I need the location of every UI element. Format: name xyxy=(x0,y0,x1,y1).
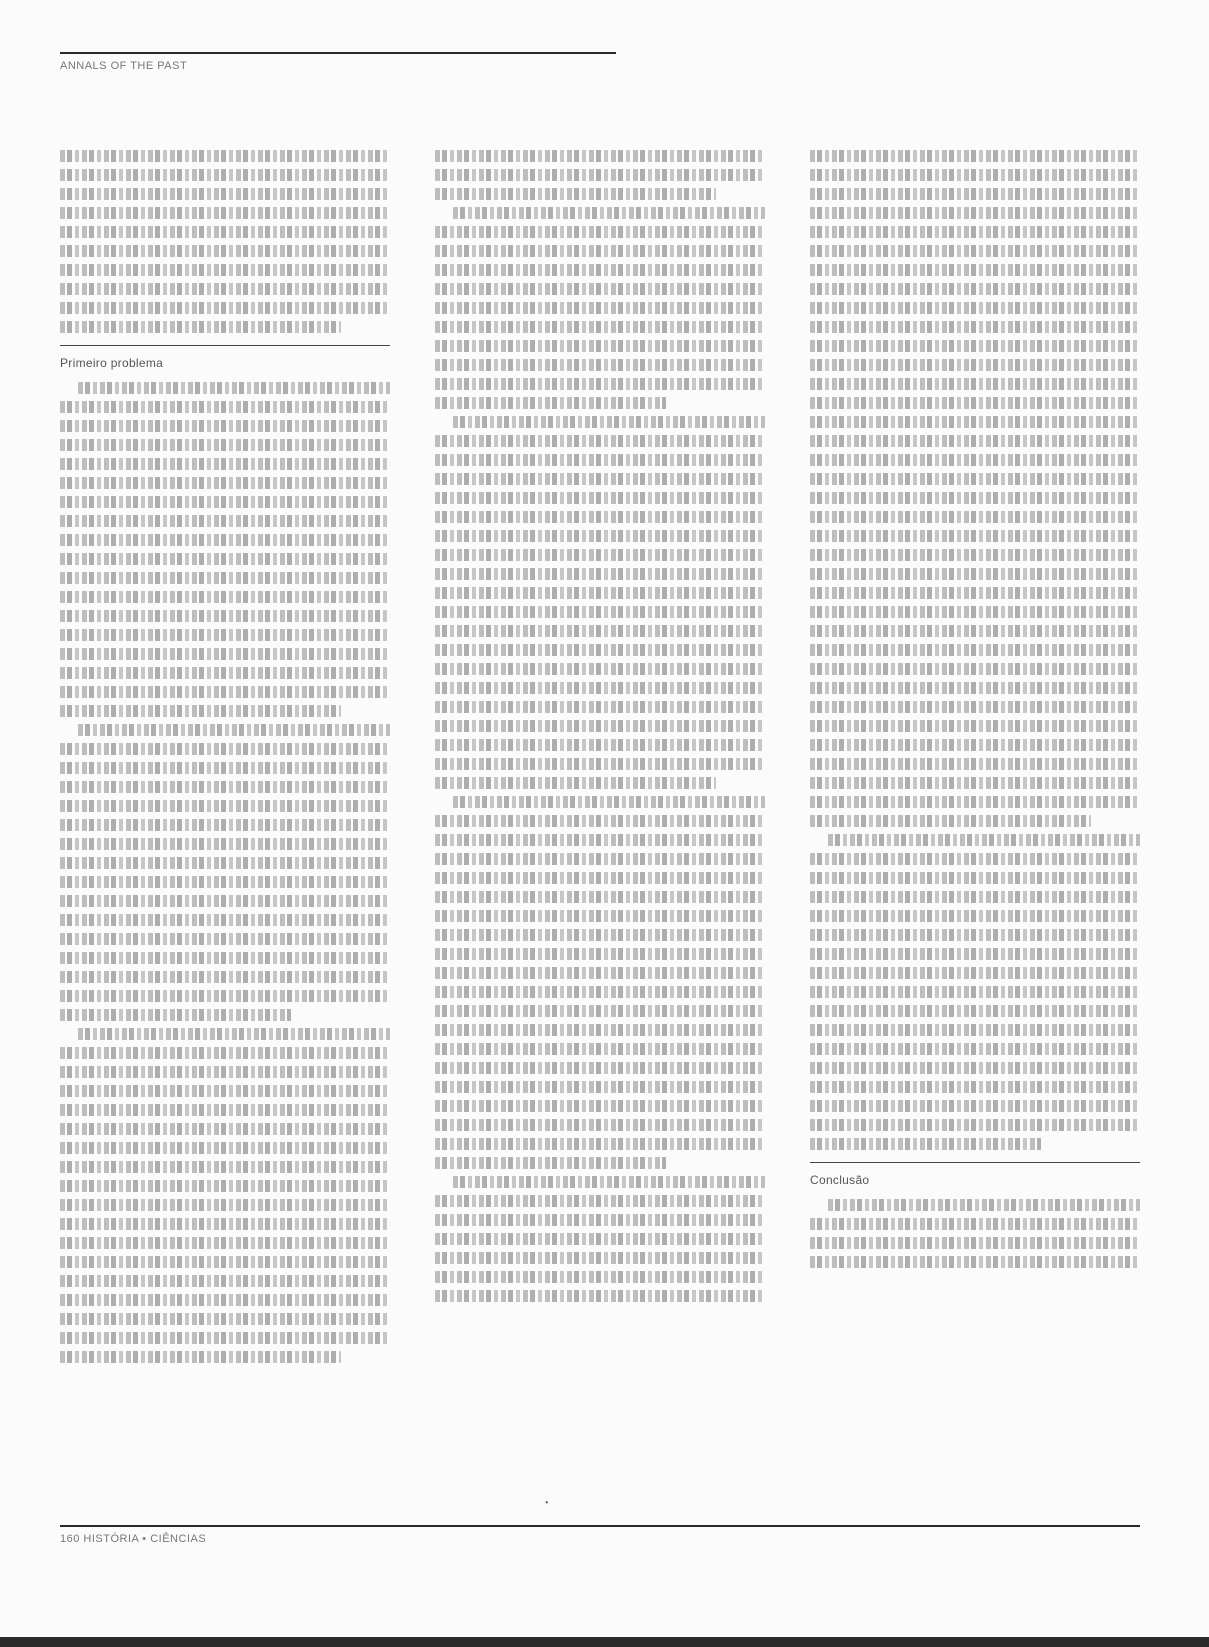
paragraph xyxy=(810,834,1140,1150)
paragraph xyxy=(60,724,390,1021)
text-column-1 xyxy=(60,150,390,1370)
section-heading: Conclusão xyxy=(810,1173,870,1187)
footer-rule xyxy=(60,1525,1140,1527)
text-column-3 xyxy=(810,150,1140,1275)
section-divider xyxy=(810,1162,1140,1163)
paragraph xyxy=(60,1028,390,1363)
paragraph xyxy=(60,382,390,717)
running-head: ANNALS OF THE PAST xyxy=(60,60,188,72)
section-divider xyxy=(60,345,390,346)
paragraph xyxy=(435,1176,765,1302)
paragraph xyxy=(435,416,765,789)
footer-text: 160 HISTÓRIA • CIÊNCIAS xyxy=(60,1533,207,1545)
paragraph xyxy=(435,150,765,200)
paragraph xyxy=(435,796,765,1169)
paragraph xyxy=(435,207,765,409)
page-mark: • xyxy=(545,1498,549,1509)
paragraph xyxy=(810,1199,1140,1268)
paragraph xyxy=(60,150,390,333)
section-heading: Primeiro problema xyxy=(60,356,164,370)
header-rule xyxy=(60,52,616,54)
text-column-2 xyxy=(435,150,765,1309)
paragraph xyxy=(810,150,1140,827)
scan-edge xyxy=(0,1637,1209,1647)
